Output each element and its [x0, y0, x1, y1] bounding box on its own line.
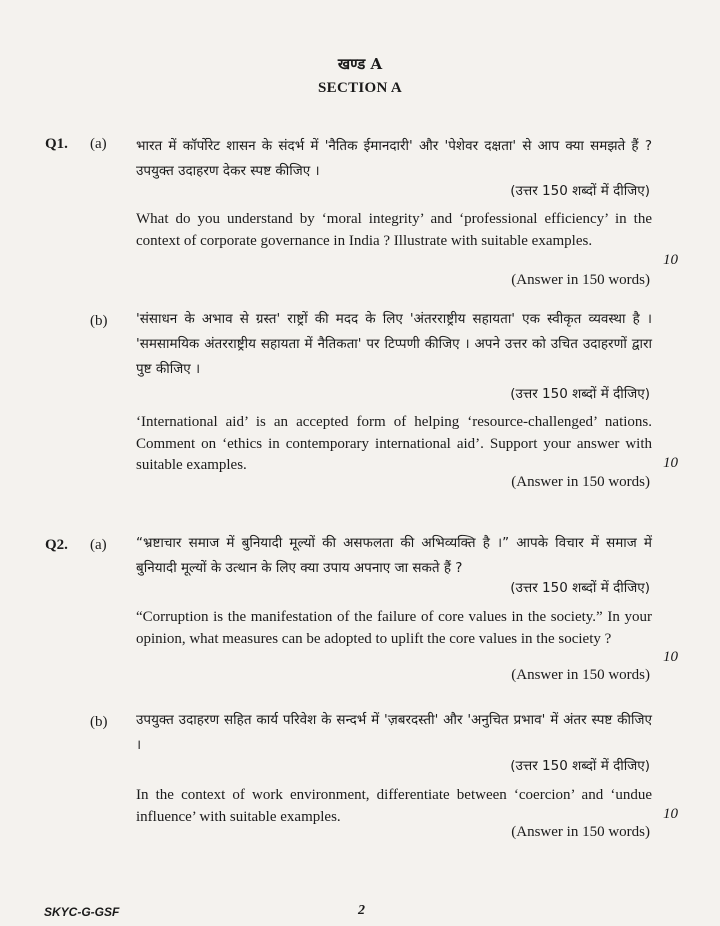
question-text-hindi: भारत में कॉर्पोरेट शासन के संदर्भ में 'नैतिक ईमानदारी' और 'पेशेवर दक्षता' से आप क्या समझते हैं ? उपयुक्त उदाहरण देकर स्पष्ट कीजिए । — [136, 138, 652, 179]
word-limit-hindi: (उत्तर 150 शब्दों में दीजिए) — [510, 580, 650, 596]
question-text-english: “Corruption is the manifestation of the failure of core values in the society.” In your opinion, what measures can be adopted to uplift the core values in the society ? — [136, 609, 652, 647]
part-label: (a) — [90, 136, 107, 152]
question-text-english: What do you understand by ‘moral integrity’ and ‘professional efficiency’ in the context of corporate governance in India ? Illustrate with suitable examples. — [136, 211, 652, 249]
paper-code: SKYC-G-GSF — [44, 905, 120, 919]
word-limit-english: (Answer in 150 words) — [511, 824, 650, 840]
word-limit-english: (Answer in 150 words) — [511, 667, 650, 683]
word-limit-hindi: (उत्तर 150 शब्दों में दीजिए) — [510, 386, 650, 402]
question-text-hindi: “भ्रष्टाचार समाज में बुनियादी मूल्यों की असफलता की अभिव्यक्ति है ।” आपके विचार में समाज में बुनियादी मूल्यों के उत्थान के लिए क्या उपाय अपनाए जा सकते हैं ? — [136, 535, 652, 576]
section-title-hindi: खण्ड A — [337, 55, 383, 73]
page-number: 2 — [358, 903, 365, 918]
question-text-hindi: उपयुक्त उदाहरण सहित कार्य परिवेश के सन्दर्भ में 'ज़बरदस्ती' और 'अनुचित प्रभाव' में अंतर स्पष्ट कीजिए । — [136, 712, 652, 753]
word-limit-english: (Answer in 150 words) — [511, 272, 650, 288]
question-text-hindi: 'संसाधन के अभाव से ग्रस्त' राष्ट्रों की मदद के लिए 'अंतरराष्ट्रीय सहायता' एक स्वीकृत व्यवस्था है । 'समसामयिक अंतरराष्ट्रीय सहायता में नैतिकता' पर टिप्पणी कीजिए । अपने उत्तर को उचित उदाहरणों द्वारा पुष्ट कीजिए । — [136, 311, 652, 377]
part-label: (b) — [90, 313, 108, 329]
marks: 10 — [663, 252, 678, 268]
part-label: (a) — [90, 537, 107, 553]
question-text-english: In the context of work environment, differentiate between ‘coercion’ and ‘undue influence’ with suitable examples. — [136, 787, 652, 825]
marks: 10 — [663, 806, 678, 822]
marks: 10 — [663, 649, 678, 665]
word-limit-hindi: (उत्तर 150 शब्दों में दीजिए) — [510, 758, 650, 774]
question-number: Q2. — [45, 537, 68, 553]
section-title-english: SECTION A — [318, 80, 402, 96]
question-number: Q1. — [45, 136, 68, 152]
part-label: (b) — [90, 714, 108, 730]
word-limit-hindi: (उत्तर 150 शब्दों में दीजिए) — [510, 183, 650, 199]
question-text-english: ‘International aid’ is an accepted form of helping ‘resource-challenged’ nations. Comment on ‘ethics in contemporary international aid’. Support your answer with suitable examples. — [136, 414, 652, 473]
word-limit-english: (Answer in 150 words) — [511, 474, 650, 490]
marks: 10 — [663, 455, 678, 471]
